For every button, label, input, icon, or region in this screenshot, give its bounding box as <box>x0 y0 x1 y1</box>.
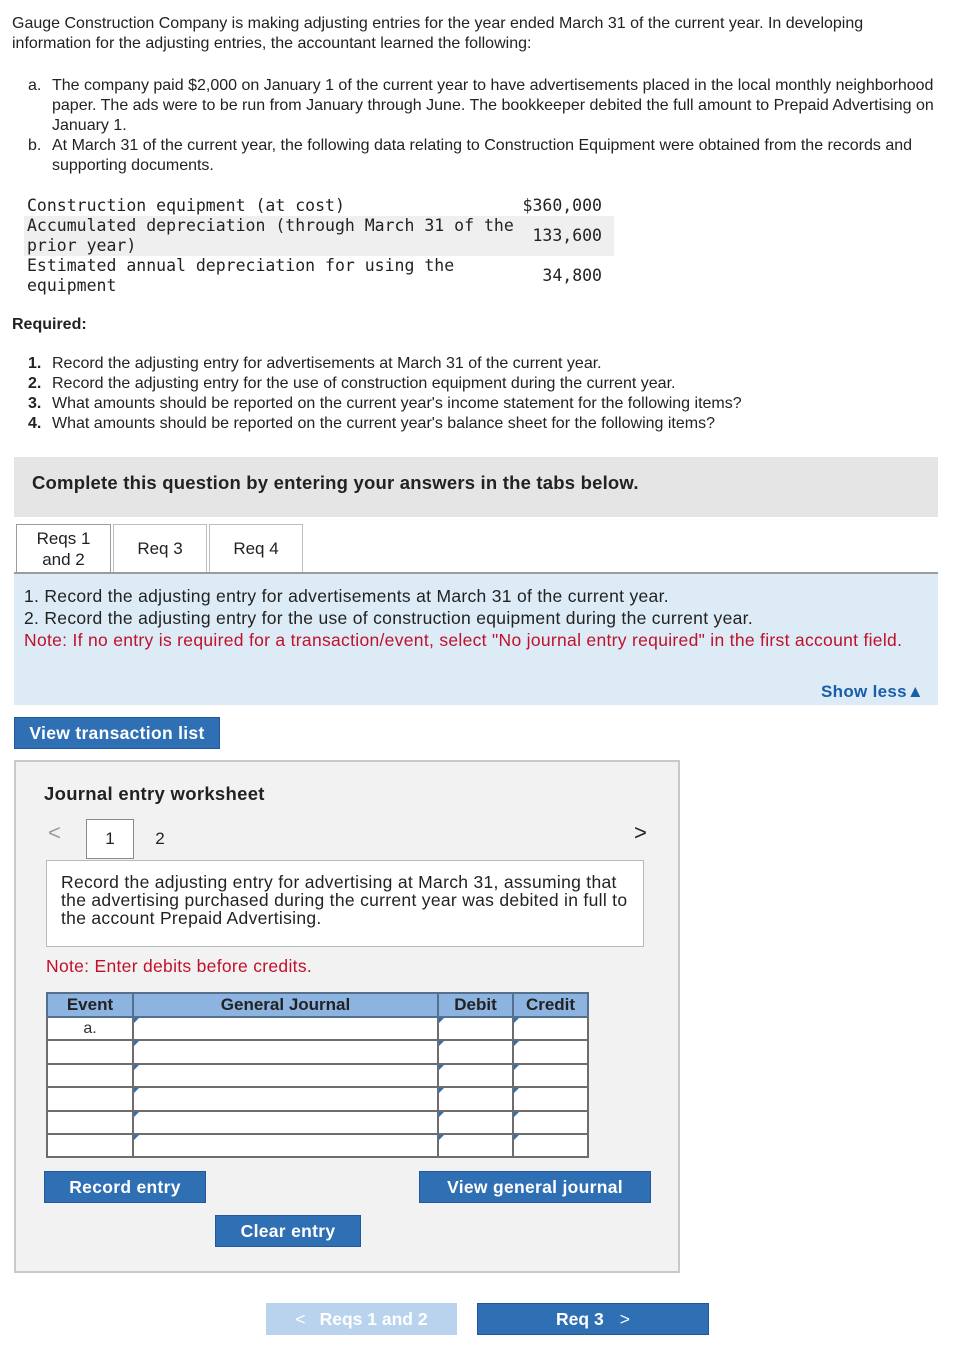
instruction-note: Note: If no entry is required for a transaction/event, select "No journal entry required" in the first account field. <box>24 630 903 650</box>
debit-input[interactable] <box>438 1111 513 1134</box>
worksheet-page-2[interactable]: 2 <box>155 829 165 848</box>
next-tab-label: Req 3 <box>556 1308 604 1329</box>
column-header-debit: Debit <box>438 993 513 1017</box>
data-value: 34,800 <box>542 266 602 285</box>
prev-tab-button[interactable] <box>266 1303 457 1335</box>
requirement-item <box>28 414 742 434</box>
clear-entry-button[interactable]: Clear entry <box>215 1215 361 1247</box>
fact-text: The company paid $2,000 on January 1 of the current year to have advertisements placed in the local monthly neighborhood paper. The ads were to be run from January through June. The bookkeeper debited the full amount to Prepaid Advertising on January 1. <box>52 77 934 134</box>
debit-input[interactable] <box>438 1064 513 1087</box>
requirement-text: Record the adjusting entry for the use of construction equipment during the current year. <box>52 375 676 392</box>
account-input[interactable] <box>133 1064 438 1087</box>
event-cell <box>47 1040 133 1063</box>
event-cell <box>47 1064 133 1087</box>
data-value: $360,000 <box>522 196 602 215</box>
required-heading: Required: <box>12 316 87 333</box>
fact-text: At March 31 of the current year, the following data relating to Construction Equipment were obtained from the records and supporting documents. <box>52 137 913 174</box>
requirement-item <box>28 394 742 414</box>
instruction-line-1: 1. Record the adjusting entry for advertisements at March 31 of the current year. <box>24 586 669 606</box>
fact-item-b <box>28 136 953 176</box>
requirement-item <box>28 354 742 374</box>
column-header-event: Event <box>47 993 133 1017</box>
data-row <box>24 196 614 216</box>
credit-input[interactable] <box>513 1087 588 1110</box>
chevron-left-icon: < <box>295 1308 306 1329</box>
requirement-text: What amounts should be reported on the current year's income statement for the following items? <box>52 395 742 412</box>
credit-input[interactable] <box>513 1064 588 1087</box>
debit-input[interactable] <box>438 1040 513 1063</box>
table-row <box>47 1040 588 1063</box>
table-row <box>47 1111 588 1134</box>
requirement-item <box>28 374 742 394</box>
credit-input[interactable] <box>513 1134 588 1157</box>
tab-label: Reqs 1 and 2 <box>36 528 91 569</box>
table-row <box>47 1134 588 1157</box>
tab-label: Req 4 <box>233 539 279 558</box>
data-row <box>24 216 614 256</box>
table-row <box>47 1087 588 1110</box>
tab-reqs-1-and-2[interactable] <box>16 524 111 572</box>
account-input[interactable] <box>133 1111 438 1134</box>
instruction-line-2: 2. Record the adjusting entry for the use of construction equipment during the current year. <box>24 608 753 628</box>
chevron-left-icon[interactable]: < <box>48 820 61 845</box>
fact-item-a <box>28 76 953 136</box>
worksheet-page-1[interactable]: 1 <box>86 819 134 859</box>
intro-text: Gauge Construction Company is making adjusting entries for the year ended March 31 of the current year. In developing information for the adjusting entries, the accountant learned the following: <box>12 15 864 52</box>
column-header-credit: Credit <box>513 993 588 1017</box>
record-entry-button[interactable]: Record entry <box>44 1171 206 1203</box>
tab-instructions <box>14 574 938 705</box>
table-row <box>47 1064 588 1087</box>
account-input[interactable] <box>133 1087 438 1110</box>
data-label: Construction equipment (at cost) <box>27 196 345 215</box>
tab-bar <box>16 524 305 572</box>
credit-input[interactable] <box>513 1111 588 1134</box>
column-header-general-journal: General Journal <box>133 993 438 1017</box>
equipment-data-table <box>24 196 614 296</box>
prev-tab-label: Reqs 1 and 2 <box>319 1308 428 1329</box>
next-tab-button[interactable] <box>477 1303 709 1335</box>
worksheet-description: Record the adjusting entry for advertising at March 31, assuming that the advertising purchased during the current year was debited in full to the account Prepaid Advertising. <box>46 860 644 947</box>
requirement-text: Record the adjusting entry for advertisements at March 31 of the current year. <box>52 355 602 372</box>
credit-input[interactable] <box>513 1017 588 1040</box>
chevron-right-icon[interactable]: > <box>634 820 647 845</box>
account-input[interactable] <box>133 1017 438 1040</box>
view-general-journal-button[interactable]: View general journal <box>419 1171 651 1203</box>
data-label: Accumulated depreciation (through March 31 of the prior year) <box>27 216 514 255</box>
requirement-text: What amounts should be reported on the current year's balance sheet for the following items? <box>52 415 715 432</box>
journal-table <box>46 992 589 1158</box>
instruction-banner: Complete this question by entering your answers in the tabs below. <box>14 457 938 517</box>
requirement-number: 3. <box>28 395 42 412</box>
debit-input[interactable] <box>438 1134 513 1157</box>
worksheet-title: Journal entry worksheet <box>44 783 265 804</box>
debit-input[interactable] <box>438 1017 513 1040</box>
requirements-list <box>28 354 742 434</box>
table-row <box>47 1017 588 1040</box>
data-value: 133,600 <box>532 226 602 245</box>
requirement-number: 1. <box>28 355 42 372</box>
event-cell: a. <box>47 1017 133 1040</box>
requirement-number: 2. <box>28 375 42 392</box>
account-input[interactable] <box>133 1134 438 1157</box>
fact-label: b. <box>28 137 42 154</box>
data-label: Estimated annual depreciation for using the equipment <box>27 256 455 295</box>
journal-entry-worksheet <box>14 760 680 1273</box>
event-cell <box>47 1134 133 1157</box>
view-transaction-list-button[interactable]: View transaction list <box>14 717 220 749</box>
show-less-link[interactable]: Show less▲ <box>821 682 924 701</box>
fact-label: a. <box>28 77 42 94</box>
fact-list <box>28 76 953 176</box>
worksheet-note: Note: Enter debits before credits. <box>46 956 313 976</box>
requirement-number: 4. <box>28 415 42 432</box>
data-row <box>24 256 614 296</box>
triangle-up-icon: ▲ <box>906 682 924 701</box>
tab-req-3[interactable] <box>113 524 207 572</box>
credit-input[interactable] <box>513 1040 588 1063</box>
account-input[interactable] <box>133 1040 438 1063</box>
tab-label: Req 3 <box>137 539 183 558</box>
event-cell <box>47 1087 133 1110</box>
tab-req-4[interactable] <box>209 524 303 572</box>
debit-input[interactable] <box>438 1087 513 1110</box>
event-cell <box>47 1111 133 1134</box>
chevron-right-icon: > <box>619 1308 630 1329</box>
